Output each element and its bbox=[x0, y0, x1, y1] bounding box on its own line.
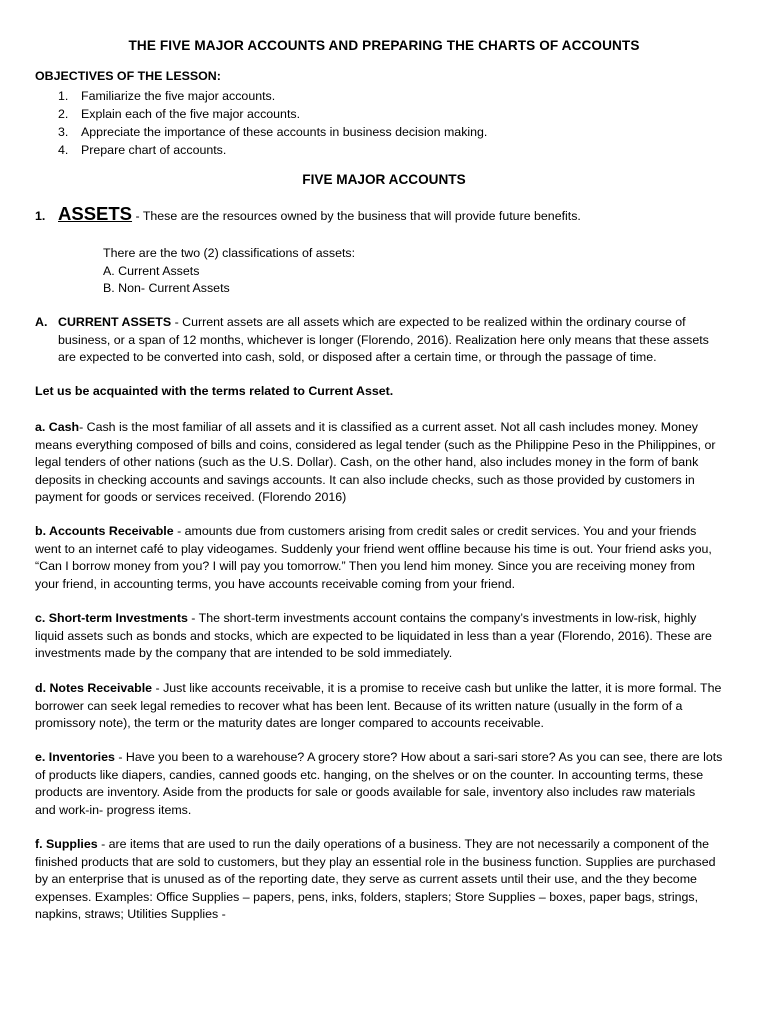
objective-item bbox=[58, 123, 487, 141]
objective-text: Explain each of the five major accounts. bbox=[81, 107, 301, 121]
term-line: your friend, in accounting terms, you have accounts receivable coming from your friend. bbox=[35, 576, 516, 591]
objective-item bbox=[58, 141, 487, 159]
term-label: b. Accounts Receivable bbox=[35, 524, 174, 538]
objective-item bbox=[58, 105, 487, 123]
term-line: - amounts due from customers arising from credit sales or credit services. You and your friends bbox=[173, 524, 697, 538]
term-label: a. Cash bbox=[35, 420, 80, 434]
term-line: and work-in- progress items. bbox=[35, 802, 192, 817]
objective-number: 3. bbox=[58, 125, 69, 139]
term-accounts-receivable bbox=[35, 523, 735, 593]
term-line: by an enterprise that is unused as of the reporting date, they serve as current assets until their use, and the they become bbox=[35, 872, 697, 886]
term-line: - Just like accounts receivable, it is a promise to receive cash but unlike the latter, it is more formal. The bbox=[152, 681, 722, 695]
classifications-intro: There are the two (2) classifications of assets: bbox=[103, 246, 356, 260]
term-inventories bbox=[35, 749, 735, 819]
term-line: legal tenders of other nations (such as the U.S. Dollar). Cash, on the other hand, also includes money in the form of bank bbox=[35, 455, 699, 469]
term-line: napkins, straws; Utilities Supplies - bbox=[35, 907, 226, 921]
term-line: - The short-term investments account contains the company’s investments in low-risk, highly bbox=[187, 611, 697, 625]
current-assets-line3: are expected to be converted into cash, sold, or disposed after a certain time, or through the passage of time. bbox=[58, 350, 657, 364]
objective-text: Prepare chart of accounts. bbox=[81, 143, 227, 157]
term-line: went to an internet café to play videogames. Suddenly your friend went offline because his time is out. Your friend asks you, bbox=[35, 541, 712, 556]
classification-current: A. Current Assets bbox=[103, 263, 200, 278]
term-notes-receivable bbox=[35, 680, 735, 733]
term-line: payment for goods or services received. (Florendo 2016) bbox=[35, 490, 347, 504]
current-assets-letter: A. bbox=[35, 315, 48, 329]
objective-item bbox=[58, 87, 487, 105]
current-assets-paragraph bbox=[35, 314, 735, 367]
assets-definition bbox=[35, 203, 581, 225]
objectives-list bbox=[58, 87, 487, 159]
term-line: borrower can seek legal remedies to recover what has been lent. Because of its written nature (usually in the form of a bbox=[35, 698, 683, 713]
term-line: of products like diapers, candies, canned goods etc. hanging, on the shelves or on the counter. In accounting terms, these bbox=[35, 767, 704, 782]
term-line: investments made by the company that are intended to be sold immediately. bbox=[35, 646, 453, 660]
document-title: THE FIVE MAJOR ACCOUNTS AND PREPARING THE CHARTS OF ACCOUNTS bbox=[128, 38, 640, 53]
term-line: “Can I borrow money from you? I will pay you tomorrow.” Then you lend him money. Since you are receiving money from bbox=[35, 559, 695, 573]
asset-classifications bbox=[103, 245, 355, 298]
term-line: - Have you been to a warehouse? A grocery store? How about a sari-sari store? As you can see, there are lots bbox=[114, 750, 723, 764]
acquaint-heading: Let us be acquainted with the terms related to Current Asset. bbox=[35, 384, 394, 398]
current-assets-label: CURRENT ASSETS bbox=[58, 315, 172, 329]
term-supplies bbox=[35, 836, 735, 924]
term-line: - are items that are used to run the daily operations of a business. They are not necessarily a component of the bbox=[97, 837, 710, 851]
term-line: promissory note), the term or the maturity dates are longer compared to accounts receivable. bbox=[35, 716, 544, 730]
term-line: liquid assets such as bonds and stocks, which are expected to be liquidated in less than a year (Florendo, 2016). These are bbox=[35, 628, 712, 643]
term-line: expenses. Examples: Office Supplies – papers, pens, inks, folders, staplers; Store Supplies – boxes, paper bags, strings, bbox=[35, 889, 699, 904]
term-short-term-investments bbox=[35, 610, 735, 663]
term-line: - Cash is the most familiar of all assets and it is classified as a current asset. Not all cash includes money. Money bbox=[79, 420, 698, 434]
objective-text: Appreciate the importance of these accounts in business decision making. bbox=[81, 125, 488, 139]
objective-number: 4. bbox=[58, 143, 69, 157]
term-label: d. Notes Receivable bbox=[35, 681, 153, 695]
objective-number: 2. bbox=[58, 107, 69, 121]
term-line: means everything composed of bills and coins, considered as legal tender (such as the Philippine Peso in the Philippines, or bbox=[35, 437, 716, 452]
classification-noncurrent: B. Non- Current Assets bbox=[103, 281, 230, 295]
objectives-heading: OBJECTIVES OF THE LESSON: bbox=[35, 69, 221, 83]
assets-number: 1. bbox=[35, 209, 46, 223]
term-line: products are inventory. Aside from the products for sale or goods available for sale, inventory also includes raw materials bbox=[35, 785, 696, 799]
section-title: FIVE MAJOR ACCOUNTS bbox=[302, 172, 466, 187]
term-line: finished products that are sold to customers, but they play an essential role in the business function. Supplies are purchased bbox=[35, 854, 716, 869]
assets-definition-text: - These are the resources owned by the business that will provide future benefits. bbox=[132, 209, 581, 223]
objective-number: 1. bbox=[58, 89, 69, 103]
current-assets-line2: business, or a span of 12 months, whichever is longer (Florendo, 2016). Realization here only means that these assets bbox=[58, 332, 709, 347]
assets-heading: ASSETS bbox=[58, 203, 133, 224]
current-assets-line1: - Current assets are all assets which are expected to be realized within the ordinary course of bbox=[171, 315, 686, 329]
term-label: e. Inventories bbox=[35, 750, 115, 764]
term-label: c. Short-term Investments bbox=[35, 611, 188, 625]
term-cash bbox=[35, 419, 735, 507]
term-line: deposits in checking accounts and savings accounts. It can also include checks, such as those provided by customers in bbox=[35, 472, 695, 487]
objective-text: Familiarize the five major accounts. bbox=[81, 89, 276, 103]
term-label: f. Supplies bbox=[35, 837, 98, 851]
